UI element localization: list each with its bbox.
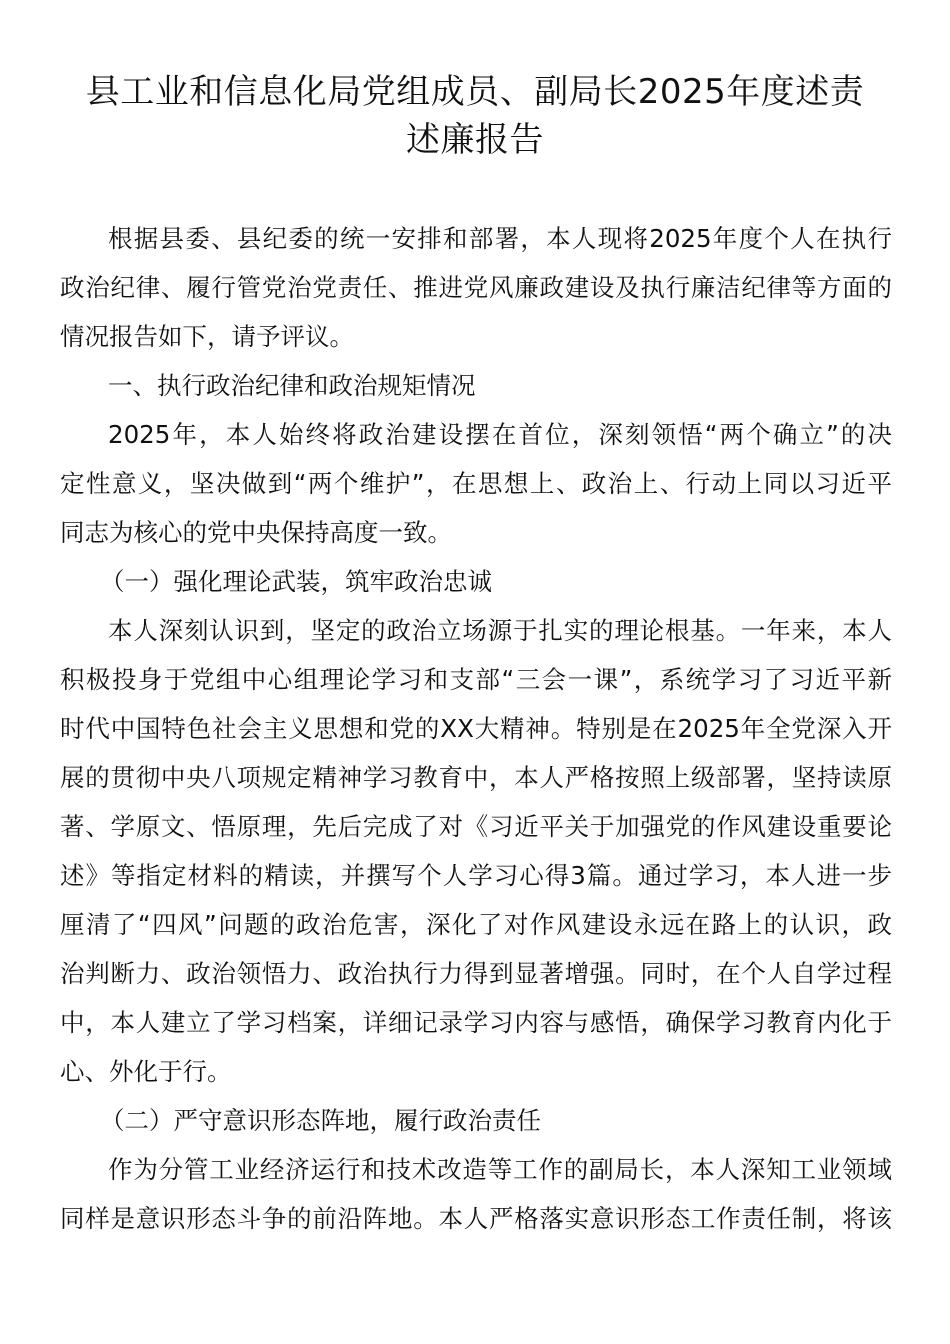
subsection-heading: （一）强化理论武装，筑牢政治忠诚 xyxy=(100,567,492,596)
paragraph-line: 同志为核心的党中央保持高度一致。 xyxy=(60,518,452,547)
paragraph-line: 积极投身于党组中心组理论学习和支部“三会一课”，系统学习了习近平新 xyxy=(60,665,892,694)
paragraph-line: 政治纪律、履行管党治党责任、推进党风廉政建设及执行廉洁纪律等方面的 xyxy=(60,273,892,302)
paragraph-line: 情况报告如下，请予评议。 xyxy=(60,322,354,351)
paragraph-line: 作为分管工业经济运行和技术改造等工作的副局长，本人深知工业领域 xyxy=(108,1155,892,1184)
paragraph-line: 根据县委、县纪委的统一安排和部署，本人现将2025年度个人在执行 xyxy=(108,224,892,253)
document-title-line-1: 县工业和信息化局党组成员、副局长2025年度述责 xyxy=(85,72,865,112)
paragraph-line: 厘清了“四风”问题的政治危害，深化了对作风建设永远在路上的认识，政 xyxy=(60,910,892,939)
section-heading: 一、执行政治纪律和政治规矩情况 xyxy=(108,371,476,400)
paragraph-line: 展的贯彻中央八项规定精神学习教育中，本人严格按照上级部署，坚持读原 xyxy=(60,763,892,792)
paragraph-line: 心、外化于行。 xyxy=(60,1057,232,1086)
subsection-heading: （二）严守意识形态阵地，履行政治责任 xyxy=(100,1106,541,1135)
paragraph-line: 2025年，本人始终将政治建设摆在首位，深刻领悟“两个确立”的决 xyxy=(108,420,892,449)
paragraph-line: 时代中国特色社会主义思想和党的XX大精神。特别是在2025年全党深入开 xyxy=(60,714,892,743)
paragraph-line: 同样是意识形态斗争的前沿阵地。本人严格落实意识形态工作责任制，将该 xyxy=(60,1204,892,1233)
paragraph-line: 述》等指定材料的精读，并撰写个人学习心得3篇。通过学习，本人进一步 xyxy=(60,861,892,890)
paragraph-line: 治判断力、政治领悟力、政治执行力得到显著增强。同时，在个人自学过程 xyxy=(60,959,892,988)
paragraph-line: 著、学原文、悟原理，先后完成了对《习近平关于加强党的作风建设重要论 xyxy=(60,812,892,841)
paragraph-line: 本人深刻认识到，坚定的政治立场源于扎实的理论根基。一年来，本人 xyxy=(108,616,892,645)
paragraph-line: 中，本人建立了学习档案，详细记录学习内容与感悟，确保学习教育内化于 xyxy=(60,1008,892,1037)
document-title-line-2: 述廉报告 xyxy=(406,120,544,160)
paragraph-line: 定性意义，坚决做到“两个维护”，在思想上、政治上、行动上同以习近平 xyxy=(60,469,892,498)
